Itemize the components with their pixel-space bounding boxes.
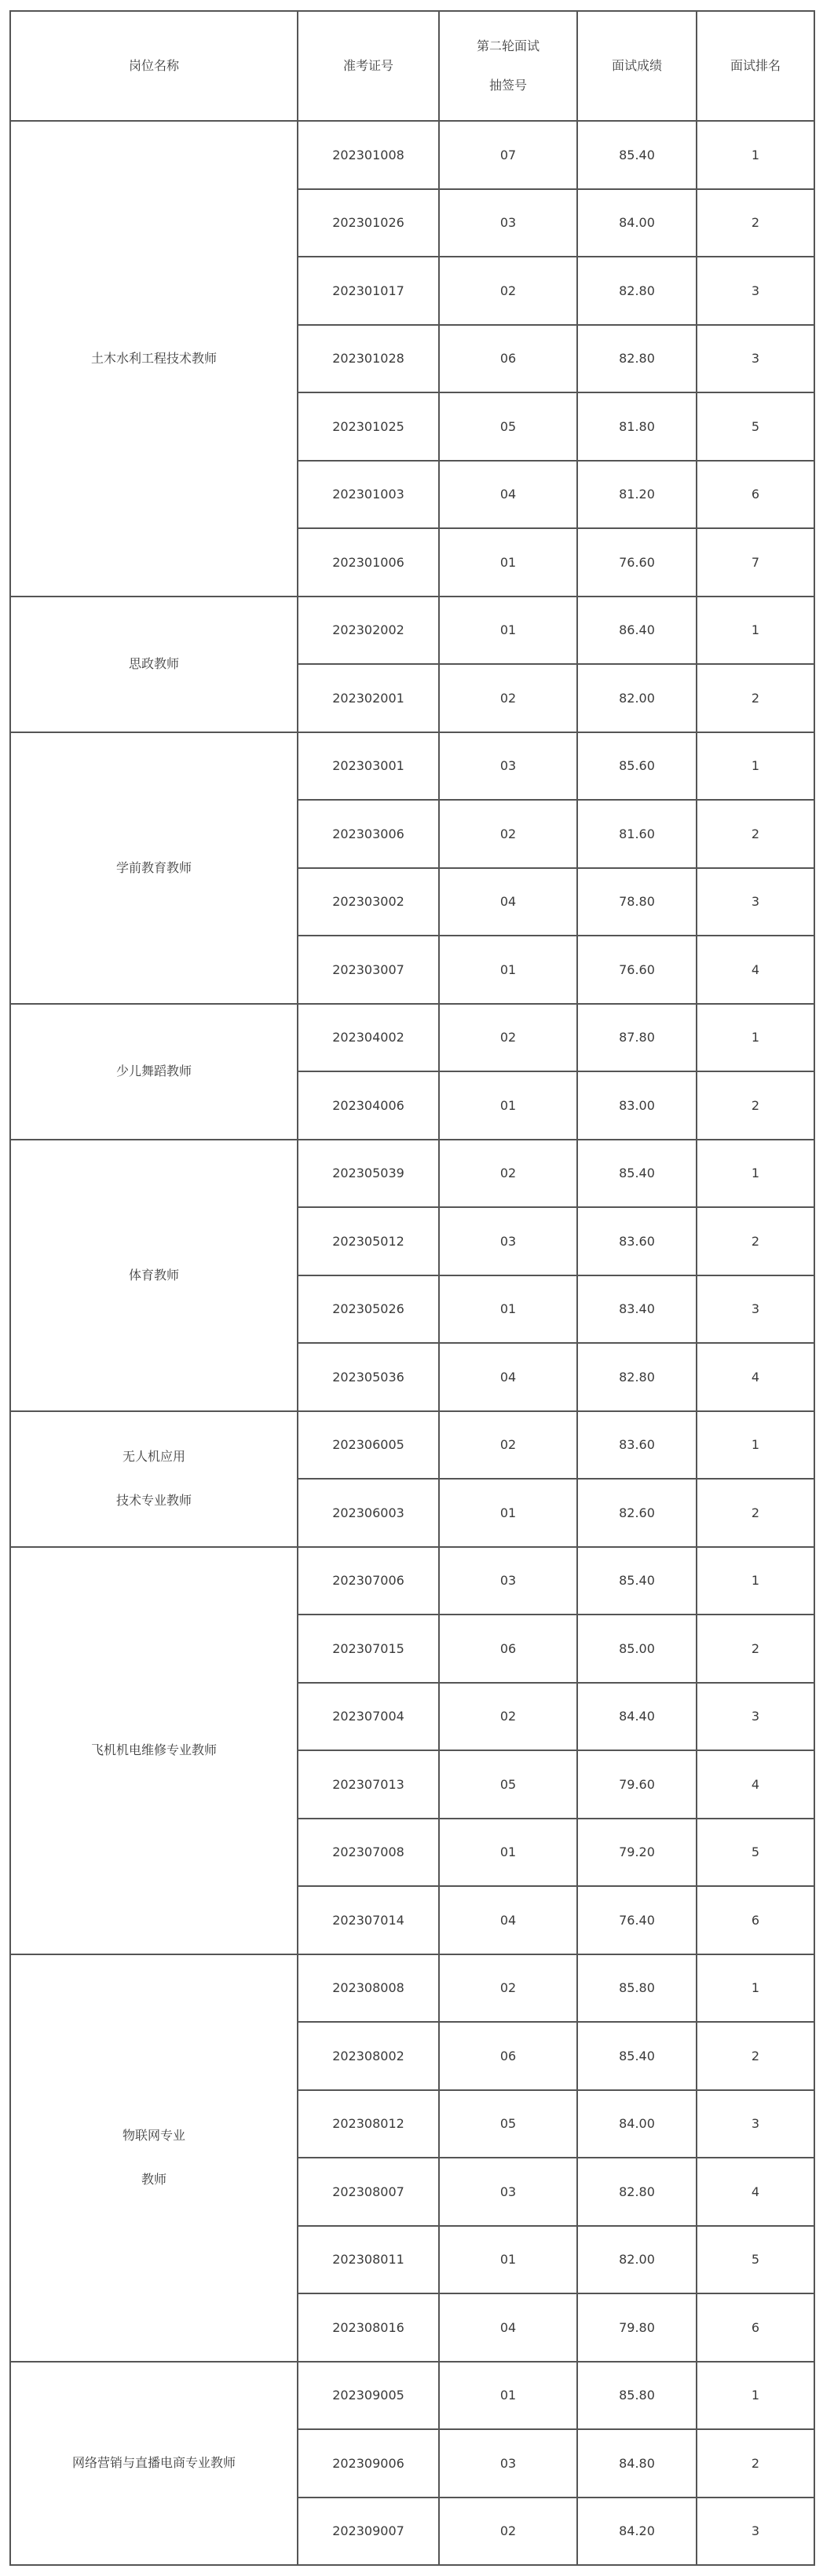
score-cell: 81.60 [577,800,697,868]
exam-id-cell: 202305036 [298,1343,439,1411]
draw-number-cell: 04 [439,868,577,936]
score-cell: 83.60 [577,1207,697,1275]
score-cell: 85.40 [577,2022,697,2090]
rank-cell: 1 [697,1547,814,1615]
exam-id-cell: 202303007 [298,936,439,1004]
table-row [10,597,814,665]
position-name-line: 少儿舞蹈教师 [115,1064,192,1078]
rank-cell: 1 [697,1140,814,1208]
interview-score-table [9,10,815,2566]
exam-id-cell: 202301006 [298,528,439,597]
position-name-cell [10,1547,298,1954]
score-cell: 84.00 [577,2090,697,2158]
exam-id-cell: 202301008 [298,121,439,189]
exam-id-cell: 202307013 [298,1750,439,1819]
score-cell: 82.80 [577,1343,697,1411]
position-name-cell [10,1411,298,1547]
score-cell: 86.40 [577,597,697,665]
rank-cell: 5 [697,392,814,461]
score-cell: 82.00 [577,664,697,732]
rank-cell: 2 [697,800,814,868]
score-cell: 76.60 [577,936,697,1004]
score-cell: 78.80 [577,868,697,936]
score-cell: 85.40 [577,1140,697,1208]
table-row [10,1954,814,2023]
exam-id-cell: 202301028 [298,325,439,393]
draw-number-cell: 02 [439,1683,577,1751]
exam-id-cell: 202307004 [298,1683,439,1751]
exam-id-cell: 202305012 [298,1207,439,1275]
score-cell: 82.80 [577,2158,697,2226]
exam-id-cell: 202303006 [298,800,439,868]
draw-number-cell: 06 [439,2022,577,2090]
rank-cell: 1 [697,1411,814,1480]
exam-id-cell: 202306003 [298,1479,439,1547]
exam-id-cell: 202307014 [298,1886,439,1954]
exam-id-cell: 202305039 [298,1140,439,1208]
draw-number-cell: 01 [439,2362,577,2430]
draw-number-cell: 01 [439,528,577,597]
header-rank: 面试排名 [697,11,814,121]
exam-id-cell: 202309006 [298,2429,439,2498]
rank-cell: 4 [697,1750,814,1819]
draw-number-cell: 03 [439,732,577,801]
exam-id-cell: 202308002 [298,2022,439,2090]
score-cell: 85.00 [577,1615,697,1683]
draw-number-cell: 05 [439,2090,577,2158]
draw-number-cell: 02 [439,1004,577,1072]
exam-id-cell: 202307015 [298,1615,439,1683]
draw-number-cell: 02 [439,1140,577,1208]
exam-id-cell: 202301017 [298,257,439,325]
draw-number-cell: 04 [439,461,577,529]
rank-cell: 3 [697,2090,814,2158]
draw-number-cell: 06 [439,325,577,393]
table-body [10,121,814,2565]
score-cell: 85.80 [577,1954,697,2023]
draw-number-cell: 02 [439,1411,577,1480]
draw-number-cell: 02 [439,664,577,732]
exam-id-cell: 202301003 [298,461,439,529]
draw-number-cell: 04 [439,1343,577,1411]
exam-id-cell: 202304006 [298,1071,439,1140]
rank-cell: 3 [697,1683,814,1751]
score-cell: 85.80 [577,2362,697,2430]
exam-id-cell: 202307008 [298,1819,439,1887]
exam-id-cell: 202308012 [298,2090,439,2158]
exam-id-cell: 202308011 [298,2226,439,2294]
header-position: 岗位名称 [10,11,298,121]
score-cell: 83.60 [577,1411,697,1480]
position-name-line: 物联网专业 [122,2128,185,2143]
rank-cell: 1 [697,1004,814,1072]
table-row [10,1004,814,1072]
rank-cell: 2 [697,1207,814,1275]
draw-number-cell: 02 [439,800,577,868]
score-cell: 84.20 [577,2498,697,2566]
score-cell: 76.60 [577,528,697,597]
header-draw-line1: 第二轮面试 [476,38,540,53]
score-cell: 82.00 [577,2226,697,2294]
draw-number-cell: 02 [439,1954,577,2023]
score-cell: 79.20 [577,1819,697,1887]
table-row [10,732,814,801]
score-cell: 87.80 [577,1004,697,1072]
position-name-line: 体育教师 [128,1267,179,1283]
exam-id-cell: 202309005 [298,2362,439,2430]
exam-id-cell: 202306005 [298,1411,439,1480]
exam-id-cell: 202302002 [298,597,439,665]
position-name-cell [10,1140,298,1411]
rank-cell: 2 [697,2429,814,2498]
draw-number-cell: 04 [439,1886,577,1954]
score-cell: 84.40 [577,1683,697,1751]
rank-cell: 4 [697,1343,814,1411]
score-cell: 85.40 [577,1547,697,1615]
score-cell: 79.80 [577,2293,697,2362]
draw-number-cell: 06 [439,1615,577,1683]
score-cell: 81.20 [577,461,697,529]
rank-cell: 1 [697,597,814,665]
exam-id-cell: 202303001 [298,732,439,801]
rank-cell: 1 [697,2362,814,2430]
header-exam-id: 准考证号 [298,11,439,121]
rank-cell: 2 [697,1071,814,1140]
rank-cell: 3 [697,1275,814,1344]
position-name-cell [10,1004,298,1140]
position-name-line: 学前教育教师 [115,859,192,875]
score-cell: 84.80 [577,2429,697,2498]
position-name-line: 无人机应用 [122,1449,185,1464]
position-name-line: 网络营销与直播电商专业教师 [71,2455,236,2471]
header-score: 面试成绩 [577,11,697,121]
draw-number-cell: 02 [439,257,577,325]
table-row [10,1140,814,1208]
score-cell: 83.00 [577,1071,697,1140]
rank-cell: 4 [697,2158,814,2226]
score-cell: 81.80 [577,392,697,461]
rank-cell: 3 [697,325,814,393]
draw-number-cell: 01 [439,936,577,1004]
rank-cell: 3 [697,257,814,325]
rank-cell: 2 [697,189,814,257]
exam-id-cell: 202304002 [298,1004,439,1072]
rank-cell: 2 [697,2022,814,2090]
exam-id-cell: 202302001 [298,664,439,732]
table-row [10,1547,814,1615]
rank-cell: 2 [697,664,814,732]
rank-cell: 3 [697,2498,814,2566]
position-name-line: 思政教师 [128,656,179,671]
draw-number-cell: 03 [439,2158,577,2226]
rank-cell: 2 [697,1479,814,1547]
exam-id-cell: 202307006 [298,1547,439,1615]
draw-number-cell: 07 [439,121,577,189]
rank-cell: 5 [697,2226,814,2294]
draw-number-cell: 02 [439,2498,577,2566]
position-name-cell [10,732,298,1004]
draw-number-cell: 03 [439,1207,577,1275]
exam-id-cell: 202308007 [298,2158,439,2226]
score-cell: 84.00 [577,189,697,257]
rank-cell: 7 [697,528,814,597]
exam-id-cell: 202308008 [298,1954,439,2023]
rank-cell: 1 [697,732,814,801]
draw-number-cell: 01 [439,1479,577,1547]
draw-number-cell: 01 [439,2226,577,2294]
exam-id-cell: 202301026 [298,189,439,257]
draw-number-cell: 03 [439,1547,577,1615]
draw-number-cell: 03 [439,2429,577,2498]
rank-cell: 1 [697,121,814,189]
score-cell: 76.40 [577,1886,697,1954]
draw-number-cell: 01 [439,1275,577,1344]
draw-number-cell: 01 [439,1819,577,1887]
rank-cell: 1 [697,1954,814,2023]
score-cell: 79.60 [577,1750,697,1819]
exam-id-cell: 202303002 [298,868,439,936]
draw-number-cell: 03 [439,189,577,257]
rank-cell: 6 [697,461,814,529]
draw-number-cell: 01 [439,597,577,665]
rank-cell: 6 [697,2293,814,2362]
draw-number-cell: 04 [439,2293,577,2362]
draw-number-cell: 05 [439,1750,577,1819]
draw-number-cell: 05 [439,392,577,461]
header-draw-line2: 抽签号 [488,78,527,93]
exam-id-cell: 202309007 [298,2498,439,2566]
rank-cell: 2 [697,1615,814,1683]
position-name-cell [10,1954,298,2362]
rank-cell: 6 [697,1886,814,1954]
draw-number-cell: 01 [439,1071,577,1140]
position-name-cell [10,597,298,732]
position-name-line: 土木水利工程技术教师 [90,350,217,366]
table-header-row [10,11,814,121]
rank-cell: 5 [697,1819,814,1887]
table-row [10,1411,814,1480]
rank-cell: 3 [697,868,814,936]
table-row [10,121,814,189]
score-cell: 82.80 [577,325,697,393]
score-cell: 83.40 [577,1275,697,1344]
score-cell: 82.60 [577,1479,697,1547]
position-name-cell [10,2362,298,2566]
rank-cell: 4 [697,936,814,1004]
position-name-line: 教师 [141,2172,166,2187]
position-name-line: 飞机机电维修专业教师 [90,1742,217,1757]
score-cell: 85.40 [577,121,697,189]
exam-id-cell: 202305026 [298,1275,439,1344]
exam-id-cell: 202301025 [298,392,439,461]
table-row [10,2362,814,2430]
position-name-line: 技术专业教师 [115,1493,192,1508]
position-name-cell [10,121,298,597]
exam-id-cell: 202308016 [298,2293,439,2362]
score-cell: 82.80 [577,257,697,325]
score-cell: 85.60 [577,732,697,801]
header-draw-number [439,11,577,121]
